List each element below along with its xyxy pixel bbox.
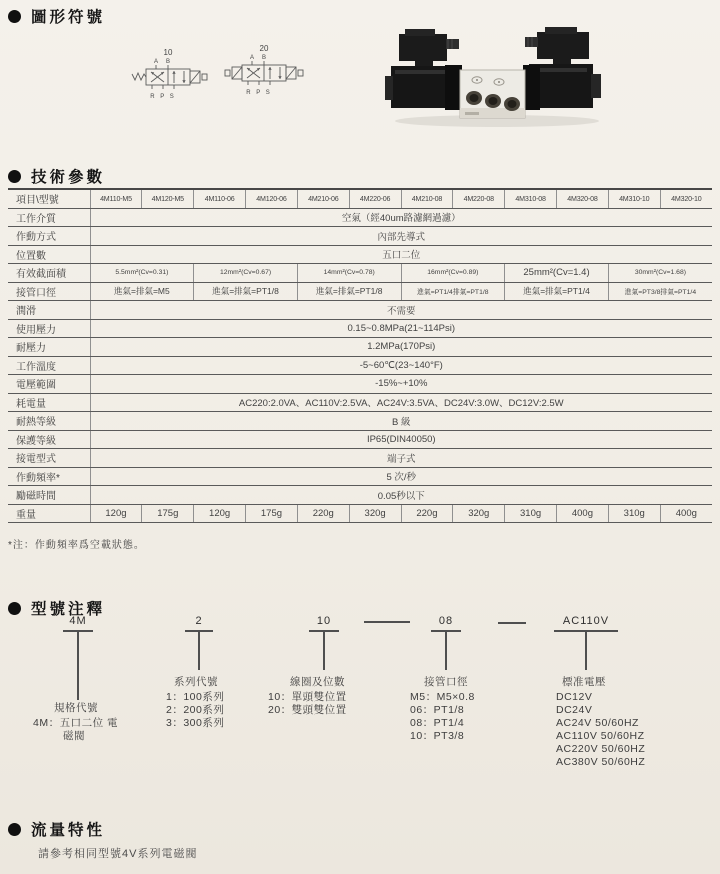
group-title: 線圈及位數 xyxy=(290,676,345,688)
code-stem xyxy=(77,632,79,700)
spec-row-label: 接管口徑 xyxy=(8,282,90,301)
spec-cell: 320g xyxy=(453,504,505,523)
spec-row-label: 位置數 xyxy=(8,245,90,264)
spec-cell: AC220:2.0VA、AC110V:2.5VA、AC24V:3.5VA、DC24V:3.0W、DC12V:2.5W xyxy=(90,393,712,412)
spec-row-label: 耐熱等級 xyxy=(8,412,90,431)
section-heading-specs xyxy=(8,165,105,187)
spec-cell: 5 次/秒 xyxy=(90,467,712,486)
group-item: AC380V 50/60HZ xyxy=(556,756,646,768)
spec-cell: -5~60℃(23~140°F) xyxy=(90,356,712,375)
spec-model-header-cell: 4M310-10 xyxy=(608,189,660,208)
group-title: 標准電壓 xyxy=(562,676,606,688)
model-code: 4M xyxy=(69,615,87,627)
spec-cell: 1.2MPa(170Psi) xyxy=(90,338,712,357)
spec-row-label: 使用壓力 xyxy=(8,319,90,338)
model-group xyxy=(410,676,475,743)
spec-cell: 進氣=排氣=M5 xyxy=(90,282,194,301)
spec-row-label: 工作介質 xyxy=(8,208,90,227)
spec-cell: 175g xyxy=(142,504,194,523)
group-title: 規格代號 xyxy=(54,702,98,714)
spec-model-header-cell: 4M220-06 xyxy=(349,189,401,208)
spec-cell: 30mm²(Cv=1.68) xyxy=(608,264,712,283)
spec-cell: 220g xyxy=(401,504,453,523)
bullet-icon xyxy=(8,602,21,615)
ports-bottom-label: R P S xyxy=(246,90,272,96)
valve-symbol-double-diagram xyxy=(218,42,308,104)
spec-cell: 310g xyxy=(505,504,557,523)
spec-cell: 12mm²(Cv=0.67) xyxy=(194,264,298,283)
valve-symbol-single-diagram xyxy=(124,46,210,108)
spec-cell: 120g xyxy=(194,504,246,523)
spec-model-header-cell: 4M120-M5 xyxy=(142,189,194,208)
spec-row-label: 作動頻率* xyxy=(8,467,90,486)
group-item: 磁閥 xyxy=(63,730,85,742)
spec-row-label: 勵磁時間 xyxy=(8,486,90,505)
flow-note: 請參考相同型號4V系列電磁閥 xyxy=(38,848,198,860)
spec-cell: 5.5mm²(Cv=0.31) xyxy=(90,264,194,283)
bullet-icon xyxy=(8,170,21,183)
group-item: 2：200系列 xyxy=(166,704,225,716)
model-code: 10 xyxy=(316,615,332,627)
port-b-label: B xyxy=(165,59,171,65)
spec-cell: 120g xyxy=(90,504,142,523)
code-stem xyxy=(323,632,325,670)
code-stem xyxy=(585,632,587,670)
section-heading-symbols xyxy=(8,5,105,27)
group-item: AC24V 50/60HZ xyxy=(556,717,639,729)
spec-model-header-cell: 4M110-06 xyxy=(194,189,246,208)
spec-cell: 16mm²(Cv=0.89) xyxy=(401,264,505,283)
spec-model-header-cell: 4M320-10 xyxy=(660,189,712,208)
model-group xyxy=(33,702,118,743)
spec-cell: 進氣=排氣=PT1/8 xyxy=(297,282,401,301)
ports-bottom-label: R P S xyxy=(150,94,176,100)
specs-tbody xyxy=(8,189,712,523)
spec-model-header-cell: 4M320-08 xyxy=(557,189,609,208)
spec-model-header-cell: 4M120-06 xyxy=(246,189,298,208)
spec-model-header-cell: 4M210-06 xyxy=(297,189,349,208)
spec-cell: 端子式 xyxy=(90,449,712,468)
model-group xyxy=(166,676,224,730)
spec-cell: 14mm²(Cv=0.78) xyxy=(297,264,401,283)
spec-cell: 25mm²(Cv=1.4) xyxy=(505,264,609,283)
spec-row-label: 保護等級 xyxy=(8,430,90,449)
section-title: 圖形符號 xyxy=(31,9,106,26)
group-item: 20：雙頭雙位置 xyxy=(268,704,347,716)
section-heading-flow xyxy=(8,818,105,840)
spec-cell: 175g xyxy=(246,504,298,523)
group-title: 系列代號 xyxy=(174,676,218,688)
spec-cell: 不需要 xyxy=(90,301,712,320)
group-item: DC12V xyxy=(556,691,593,703)
spec-header-label: 項目\型號 xyxy=(8,189,90,208)
group-item: 10：PT3/8 xyxy=(410,730,465,742)
code-stem xyxy=(198,632,200,670)
spec-cell: 320g xyxy=(349,504,401,523)
spec-cell: 進氣=排氣=PT1/8 xyxy=(194,282,298,301)
spec-cell: 空氣（經40um路濾網過濾） xyxy=(90,208,712,227)
code-stem xyxy=(445,632,447,670)
spec-row-label: 重量 xyxy=(8,504,90,523)
table-footnote: *注：作動頻率爲空載狀態。 xyxy=(8,540,145,551)
code-separator-dash xyxy=(364,621,410,623)
code-separator-dash xyxy=(498,622,526,624)
spec-cell: 進氣=排氣=PT1/4 xyxy=(505,282,609,301)
section-title: 流量特性 xyxy=(31,822,106,839)
spec-model-header-cell: 4M210-08 xyxy=(401,189,453,208)
spec-row-label: 作動方式 xyxy=(8,227,90,246)
group-item: 06：PT1/8 xyxy=(410,704,465,716)
spec-model-header-cell: 4M220-08 xyxy=(453,189,505,208)
model-code: 2 xyxy=(195,615,203,627)
spec-cell: IP65(DIN40050) xyxy=(90,430,712,449)
spec-cell: 進氣=PT3/8排氣=PT1/4 xyxy=(608,282,712,301)
spec-cell: 400g xyxy=(557,504,609,523)
section-title: 技術參數 xyxy=(31,169,106,186)
symbol-label: 10 xyxy=(163,48,173,57)
spec-row-label: 耐壓力 xyxy=(8,338,90,357)
bullet-icon xyxy=(8,823,21,836)
spec-cell: 進氣=PT1/4排氣=PT1/8 xyxy=(401,282,505,301)
model-group xyxy=(556,676,645,769)
group-item: AC110V 50/60HZ xyxy=(556,730,645,742)
bullet-icon xyxy=(8,10,21,23)
spec-model-header-cell: 4M310-08 xyxy=(505,189,557,208)
spec-cell: 五口二位 xyxy=(90,245,712,264)
product-photo xyxy=(385,20,620,130)
group-title: 接管口徑 xyxy=(424,676,468,688)
spec-cell: 220g xyxy=(297,504,349,523)
spec-row-label: 有效截面積 xyxy=(8,264,90,283)
group-item: 1：100系列 xyxy=(166,691,225,703)
group-item: 08：PT1/4 xyxy=(410,717,465,729)
group-item: DC24V xyxy=(556,704,593,716)
spec-row-label: 接電型式 xyxy=(8,449,90,468)
spec-model-header-cell: 4M110-M5 xyxy=(90,189,142,208)
spec-row-label: 耗電量 xyxy=(8,393,90,412)
model-group xyxy=(268,676,347,717)
model-code: 08 xyxy=(438,615,454,627)
spec-row-label: 工作溫度 xyxy=(8,356,90,375)
group-item: 3：300系列 xyxy=(166,717,225,729)
group-item: 10：單頭雙位置 xyxy=(268,691,347,703)
port-a-label: A xyxy=(249,55,255,61)
port-a-label: A xyxy=(153,59,159,65)
section-title: 型號注釋 xyxy=(31,601,106,618)
spec-cell: -15%~+10% xyxy=(90,375,712,394)
group-item: AC220V 50/60HZ xyxy=(556,743,646,755)
spec-cell: 310g xyxy=(608,504,660,523)
symbol-label: 20 xyxy=(259,44,269,53)
spec-cell: 400g xyxy=(660,504,712,523)
spec-cell: 0.05秒以下 xyxy=(90,486,712,505)
group-item: 4M：五口二位 電 xyxy=(33,717,119,729)
spec-cell: 0.15~0.8MPa(21~114Psi) xyxy=(90,319,712,338)
group-item: M5：M5×0.8 xyxy=(410,691,475,703)
spec-cell: B 級 xyxy=(90,412,712,431)
spec-cell: 內部先導式 xyxy=(90,227,712,246)
specs-table xyxy=(8,188,712,523)
spec-row-label: 電壓範圍 xyxy=(8,375,90,394)
model-code: AC110V xyxy=(562,615,610,627)
port-b-label: B xyxy=(261,55,267,61)
spec-row-label: 潤滑 xyxy=(8,301,90,320)
